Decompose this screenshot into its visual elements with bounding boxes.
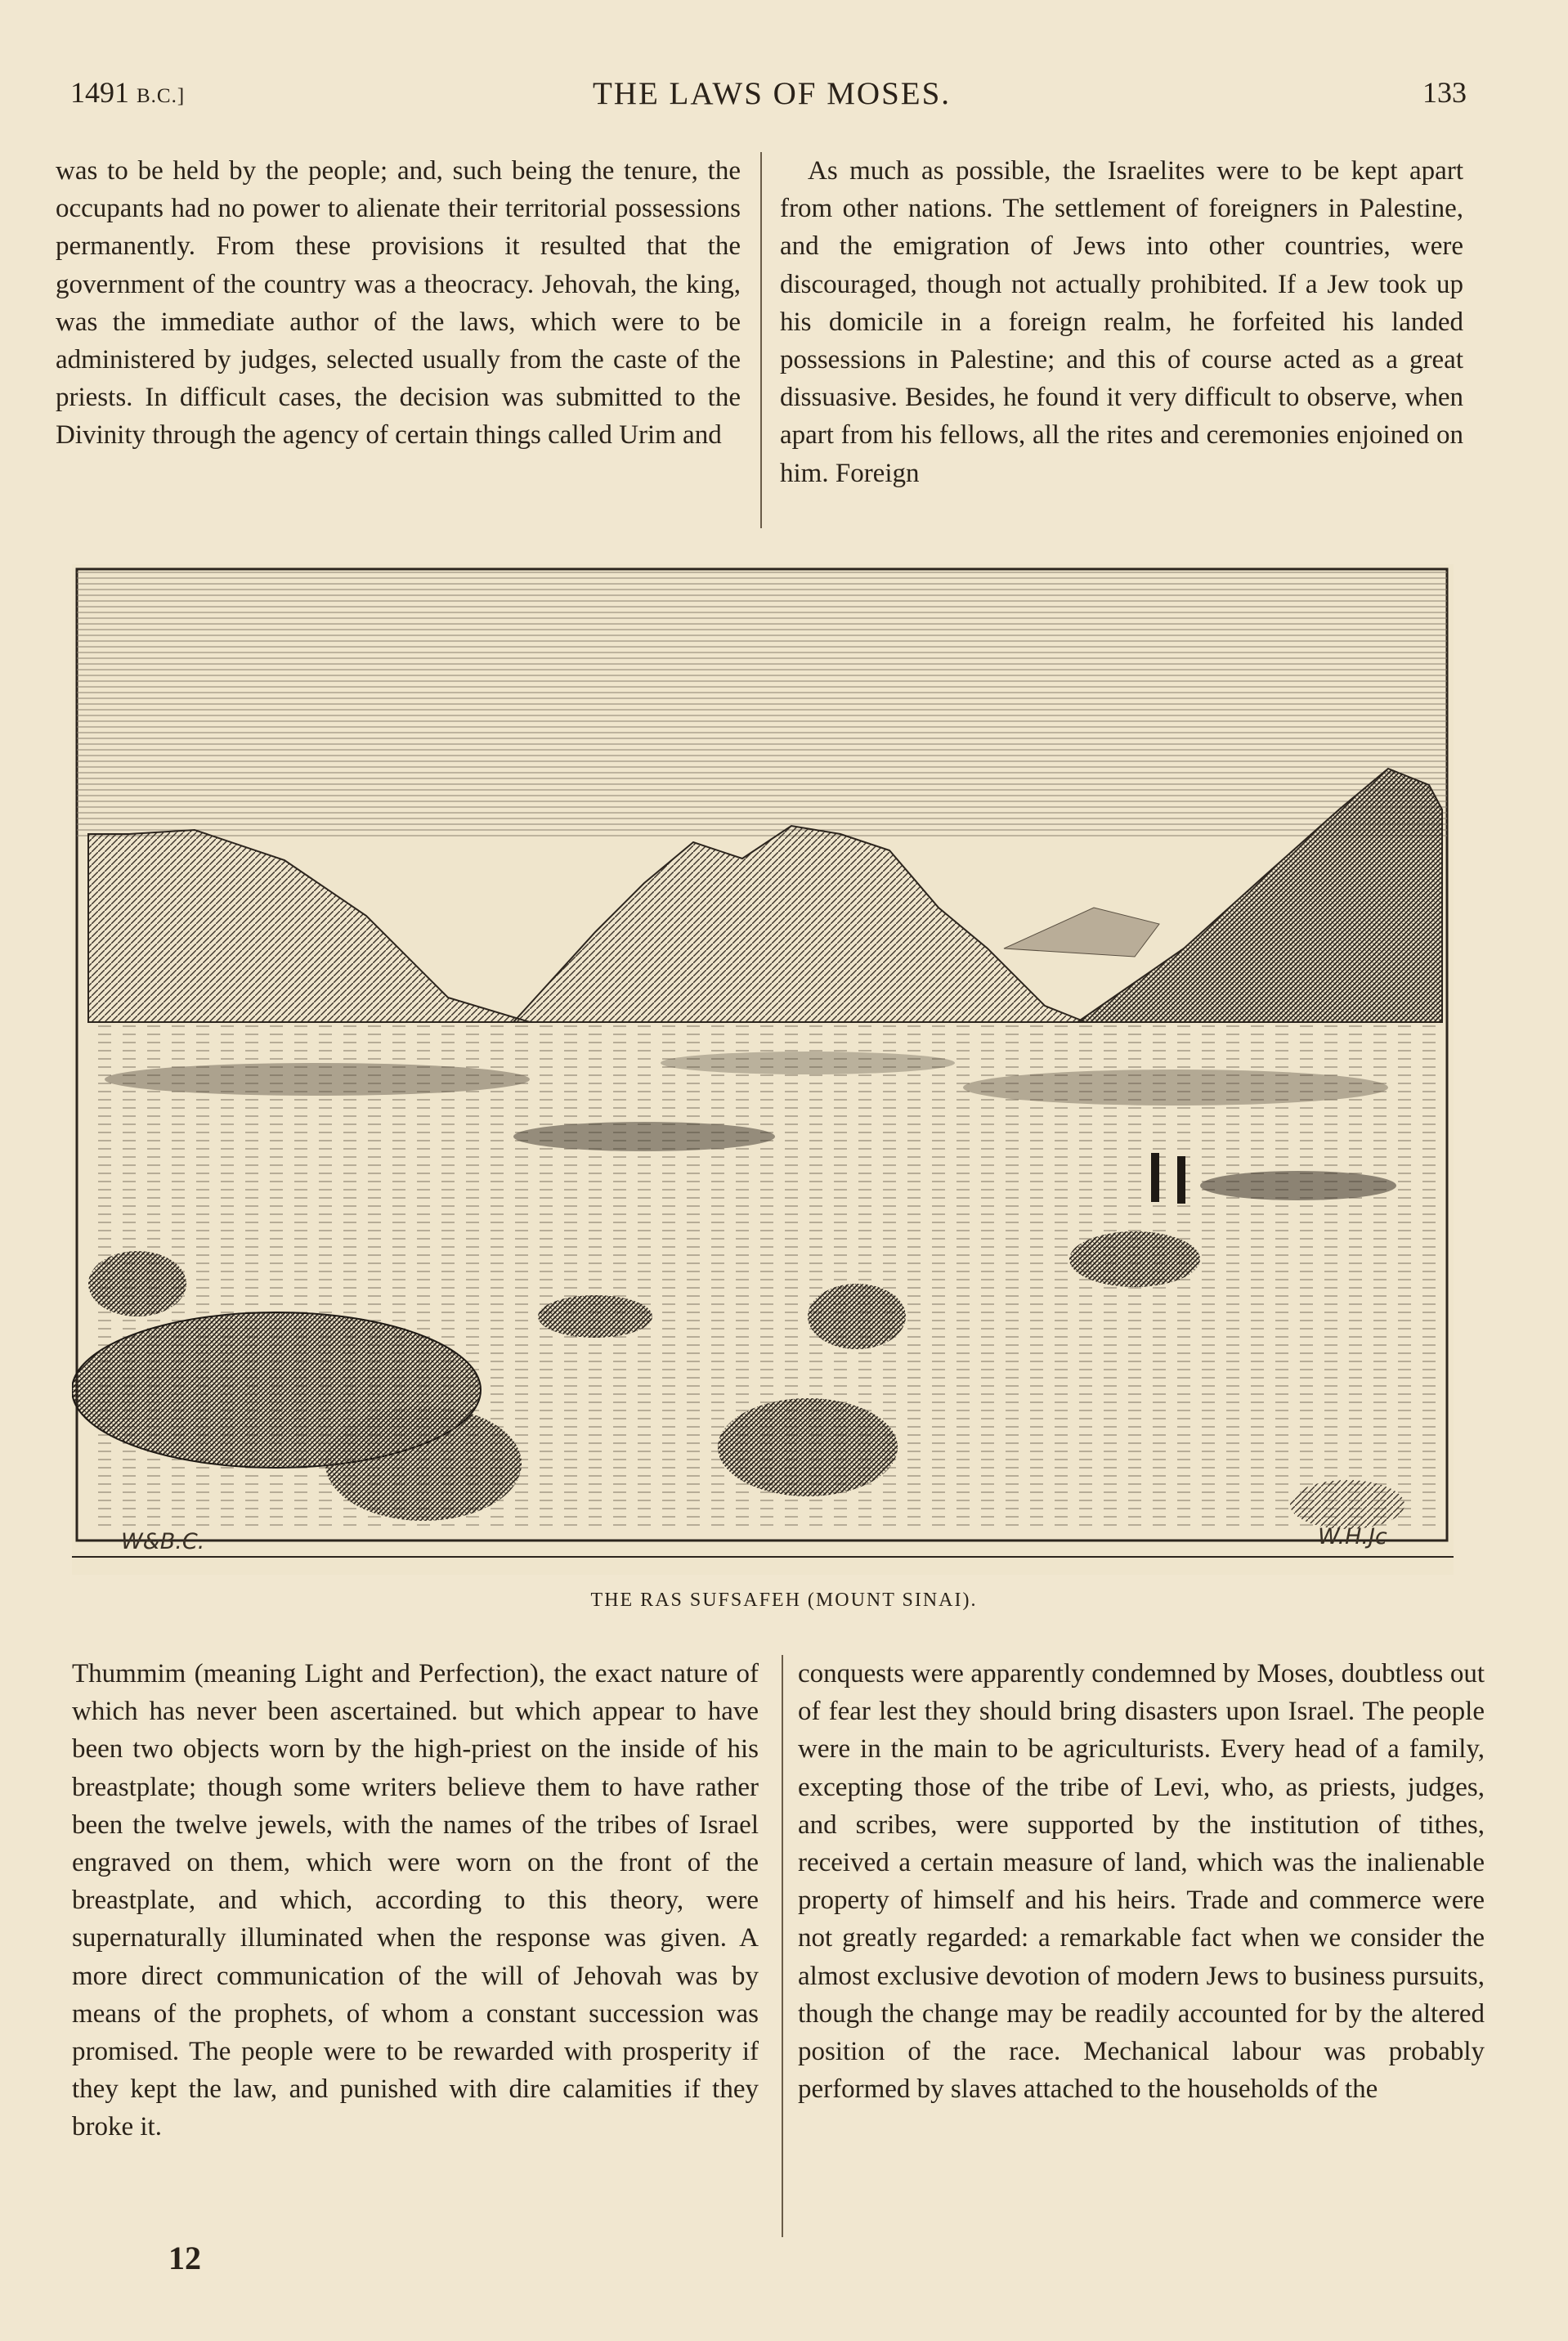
figure-caption: THE RAS SUFSAFEH (MOUNT SINAI).	[590, 1590, 978, 1611]
paragraph-top-left: was to be held by the people; and, such being the tenure, the occupants had no power to alienate their territorial possessions permanently. From these provisions it resulted that the government of the country was a theocracy. Jehovah, the king, was the immediate author of the laws, which were to be administered by judges, selected usually from the caste of the priests. In difficult cases, the decision was submitted to the Divinity through the agency of certain things called Urim and	[56, 156, 741, 451]
header-title: THE LAWS OF MOSES.	[592, 76, 952, 111]
paragraph-top-right: As much as possible, the Israelites were to be kept apart from other nations. The settlement of foreigners in Palestine, and the emigration of Jews into other countries, were discouraged, though not actually prohibited. If a Jew took up his domicile in a foreign realm, he forfeited his landed possessions in Palestine; and this of course acted as a great dissuasive. Besides, he found it very difficult to observe, when apart from his fellows, all the rites and ceremonies enjoined on him. Foreign	[780, 156, 1463, 488]
signature-mark: 12	[168, 2240, 201, 2276]
paragraph-bottom-left: Thummim (meaning Light and Perfection), the exact nature of which has never been ascertained. but which appear to have been two objects worn by the high-priest on the inside of his breastplate; though some writers believe them to have rather been the twelve jewels, with the names of the tribes of Israel engraved on them, which were worn on the front of the breastplate, and which, according to this theory, were supernaturally illuminated when the response was given. A more direct communication of the will of Jehovah was by means of the prophets, of whom a constant succession was promised. The people were to be rewarded with prosperity if they kept the law, and punished with dire calamities if they broke it.	[72, 1659, 759, 2142]
engraver-signature-left: W&B.C.	[121, 1529, 205, 1554]
column-bottom-right	[798, 1655, 1485, 2108]
column-top-right	[780, 152, 1463, 492]
engraver-signature-right: W.H.Jc	[1318, 1524, 1387, 1549]
column-top-left	[56, 152, 741, 455]
header-era: B.C.]	[137, 85, 186, 107]
header-year: 1491	[70, 76, 129, 109]
mountain-landscape-engraving	[72, 564, 1454, 1575]
paragraph-bottom-right: conquests were apparently condemned by Moses, doubtless out of fear lest they should bring disasters upon Israel. The people were in the main to be agriculturists. Every head of a family, excepting those of the tribe of Levi, who, as priests, judges, and scribes, were supported by the institution of tithes, received a certain measure of land, which was the inalienable property of himself and his heirs. Trade and commerce were not greatly regarded: a remarkable fact when we consider the almost exclusive devotion of modern Jews to business pursuits, though the change may be readily accounted for by the altered position of the race. Mechanical labour was probably performed by slaves attached to the households of the	[798, 1659, 1485, 2105]
engraving-illustration	[72, 564, 1454, 1575]
column-divider-top	[760, 152, 762, 528]
column-divider-bottom	[782, 1655, 783, 2237]
header-page-number: 133	[1422, 76, 1467, 109]
running-header	[57, 75, 1486, 116]
column-bottom-left	[72, 1655, 759, 2146]
